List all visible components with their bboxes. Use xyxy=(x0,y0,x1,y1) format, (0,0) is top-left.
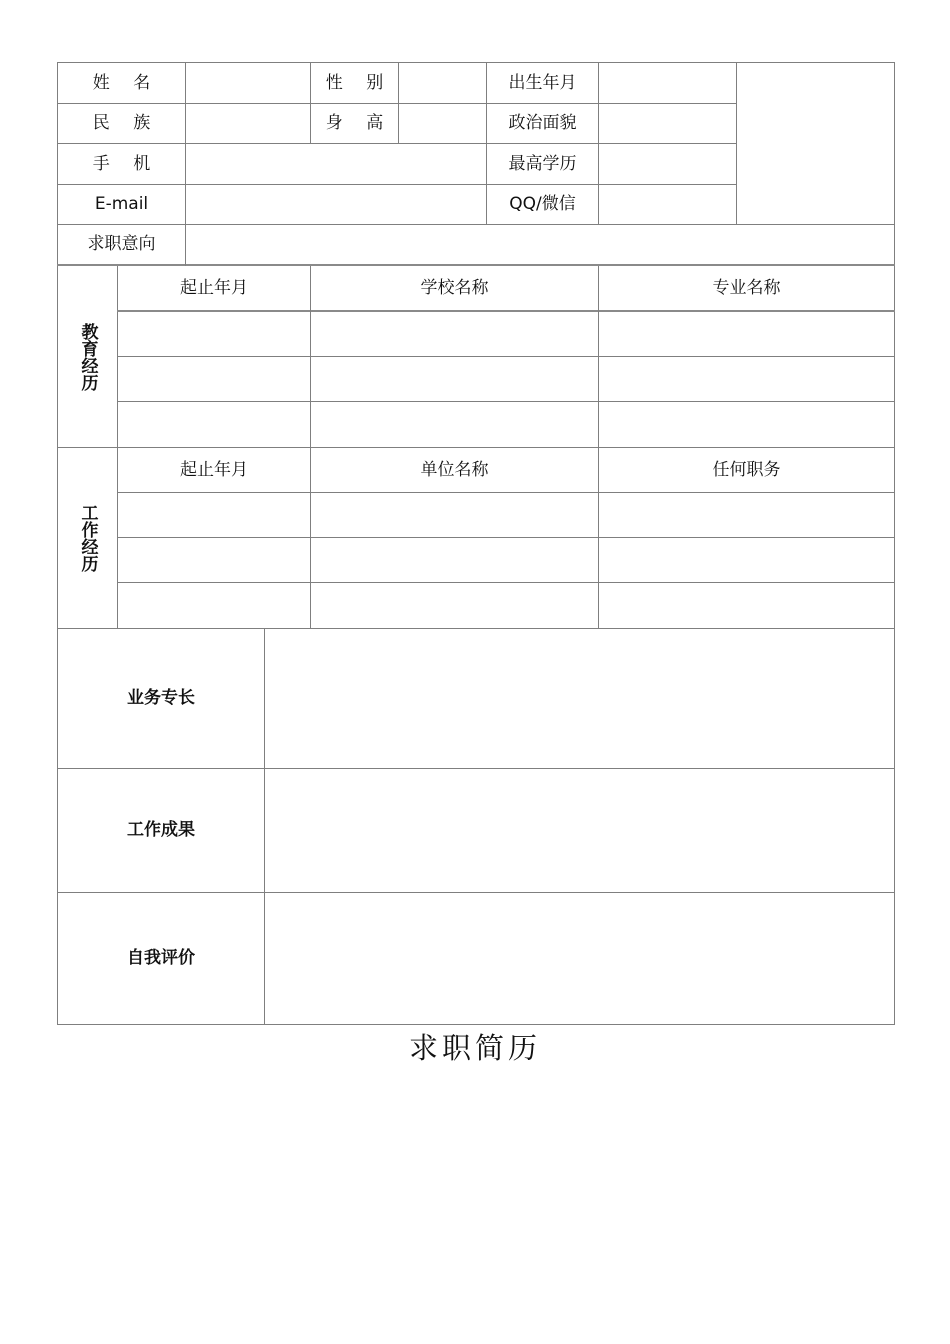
work-header-period: 起止年月 xyxy=(180,459,248,480)
work-row-3-company[interactable] xyxy=(311,583,598,628)
education-header-period: 起止年月 xyxy=(180,277,248,298)
gender-field[interactable] xyxy=(399,63,486,103)
height-label: 身 高 xyxy=(325,113,393,133)
work-header-company: 单位名称 xyxy=(420,459,489,480)
photo-box[interactable] xyxy=(737,63,894,224)
gender-label: 性 别 xyxy=(325,72,393,93)
skills-label: 业务专长 xyxy=(127,688,195,708)
ethnicity-label: 民 族 xyxy=(92,113,160,133)
work-row-1-company[interactable] xyxy=(311,493,598,537)
education-row-3-school[interactable] xyxy=(311,402,598,447)
work-row-1-period[interactable] xyxy=(118,493,310,537)
name-label: 姓 名 xyxy=(92,72,160,93)
work-row-1-position[interactable] xyxy=(599,493,894,537)
qq-wechat-label: QQ/微信 xyxy=(509,194,576,214)
education-label: 最高学历 xyxy=(508,153,577,174)
achievements-label: 工作成果 xyxy=(127,820,195,840)
job-intention-field[interactable] xyxy=(186,225,894,264)
birth-label: 出生年月 xyxy=(508,72,577,93)
self-evaluation-field[interactable] xyxy=(265,893,894,1024)
height-field[interactable] xyxy=(399,104,486,143)
achievements-field[interactable] xyxy=(265,769,894,892)
education-row-1-period[interactable] xyxy=(118,312,310,356)
skills-field[interactable] xyxy=(265,629,894,768)
education-row-2-period[interactable] xyxy=(118,357,310,401)
phone-field[interactable] xyxy=(186,144,486,184)
table-border-right xyxy=(894,62,895,1025)
education-field[interactable] xyxy=(599,144,736,184)
name-field[interactable] xyxy=(186,63,310,103)
job-intention-label: 求职意向 xyxy=(87,234,156,254)
document-title: 求职简历 xyxy=(408,1030,541,1065)
education-row-2-major[interactable] xyxy=(599,357,894,401)
work-row-2-period[interactable] xyxy=(118,538,310,582)
politics-field[interactable] xyxy=(599,104,736,143)
self-evaluation-label: 自我评价 xyxy=(127,948,195,968)
education-row-3-period[interactable] xyxy=(118,402,310,447)
education-header-major: 专业名称 xyxy=(712,277,781,298)
phone-label: 手 机 xyxy=(92,153,160,174)
education-row-1-school[interactable] xyxy=(311,312,598,356)
work-row-2-company[interactable] xyxy=(311,538,598,582)
education-row-2-school[interactable] xyxy=(311,357,598,401)
education-section-label: 教育经历 xyxy=(77,322,98,391)
ethnicity-field[interactable] xyxy=(186,104,310,143)
work-header-position: 任何职务 xyxy=(712,459,781,480)
work-row-2-position[interactable] xyxy=(599,538,894,582)
politics-label: 政治面貌 xyxy=(508,113,577,133)
work-section-label: 工作经历 xyxy=(77,504,98,572)
email-label: E-mail xyxy=(94,194,149,214)
work-row-3-period[interactable] xyxy=(118,583,310,628)
education-row-3-major[interactable] xyxy=(599,402,894,447)
birth-field[interactable] xyxy=(599,63,736,103)
education-header-school: 学校名称 xyxy=(420,277,489,298)
work-row-3-position[interactable] xyxy=(599,583,894,628)
qq-wechat-field[interactable] xyxy=(599,185,736,224)
education-row-1-major[interactable] xyxy=(599,312,894,356)
email-field[interactable] xyxy=(186,185,486,224)
